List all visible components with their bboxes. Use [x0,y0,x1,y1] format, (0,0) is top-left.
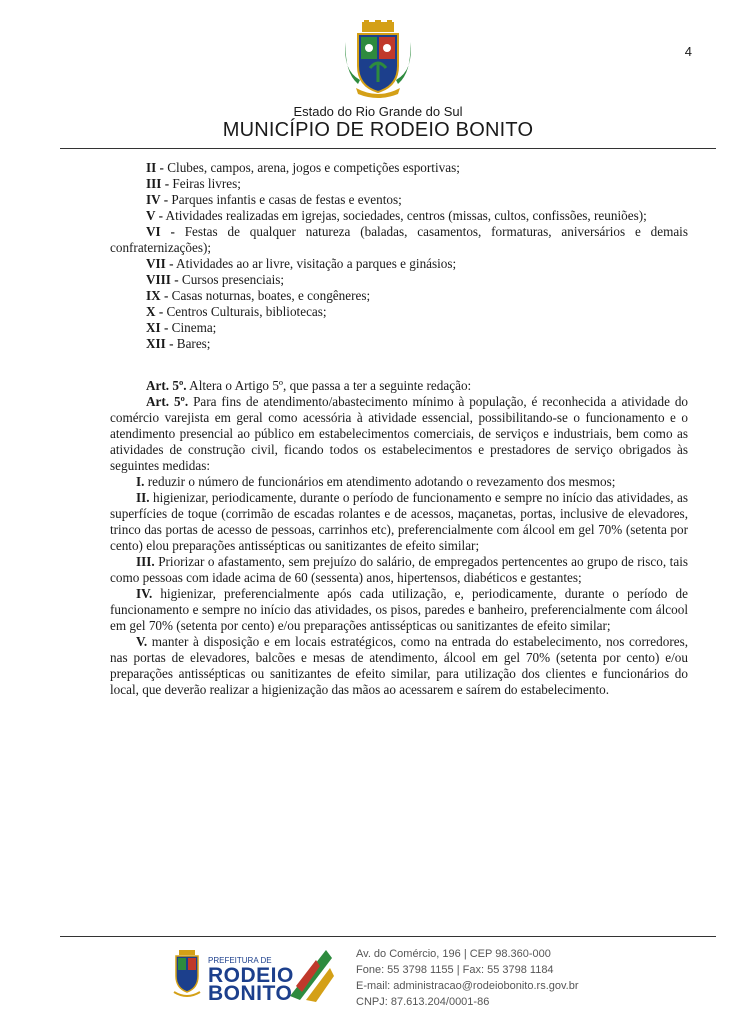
municipal-crest-icon [340,20,416,100]
footer-divider [60,936,716,937]
inciso-number: XII - [146,336,174,351]
article-item-number: V. [136,634,148,649]
page-number: 4 [684,44,692,59]
article-items-list [110,474,688,698]
inciso-item [110,192,688,208]
inciso-text: Clubes, campos, arena, jogos e competições esportivas; [163,160,460,175]
inciso-text: Atividades realizadas em igrejas, sociedades, centros (missas, cultos, confissões, reuniões); [162,208,647,223]
inciso-item [110,224,688,256]
footer-logo [168,944,338,1004]
inciso-item [110,160,688,176]
inciso-text: Centros Culturais, bibliotecas; [163,304,327,319]
footer-email: E-mail: administracao@rodeiobonito.rs.gov.br [356,980,579,992]
article-item-text: Priorizar o afastamento, sem prejuízo do salário, de empregados pertencentes ao grupo de risco, tais como pessoas com idade acima de 60 (sessenta) anos, hipertensos, diabéticos e gestantes; [110,554,688,585]
article-item-number: I. [136,474,145,489]
footer-cnpj: CNPJ: 87.613.204/0001-86 [356,996,490,1008]
incisos-list [110,160,688,352]
article-body-label: Art. 5º. [146,394,189,409]
footer-logo-line1: RODEIO [208,964,294,987]
article-heading-label: Art. 5º. [146,378,187,393]
inciso-text: Feiras livres; [169,176,241,191]
article-body-text: Para fins de atendimento/abastecimento mínimo à população, é reconhecida a atividade do comércio varejista em geral como acessória à atividade essencial, possibilitando-se o funcionamento e o atendimento presencial ao público em estabelecimentos comerciais, de serviços e industriais, bem como as atividades de construção civil, ficando todos os estabelecimentos e prestadores de serviço obrigados às seguintes medidas: [110,394,689,473]
footer-logo-caption: PREFEITURA DE [208,956,272,965]
inciso-text: Cinema; [168,320,217,335]
inciso-number: IV - [146,192,169,207]
inciso-item [110,288,688,304]
article-item [110,474,688,490]
inciso-text: Cursos presenciais; [178,272,285,287]
inciso-number: V - [146,208,163,223]
inciso-number: VII - [146,256,174,271]
article-body [110,394,688,474]
article-item [110,554,688,586]
article-item-text: higienizar, periodicamente, durante o período de funcionamento e sempre no início das atividades, as superfícies de toque (corrimão de escadas rolantes e de acessos, maçanetas, portas, inclusive de elevadores, trinco das portas de acesso de pessoas, carrinhos etc), preferencialmente com álcool em gel 70% (setenta por cento) elou preparações antissépticas ou sanitizantes de efeito similar; [110,490,688,553]
inciso-number: VI - [146,224,175,239]
article-item-text: reduzir o número de funcionários em atendimento adotando o revezamento dos mesmos; [144,474,616,489]
document-body [110,160,688,698]
article-item-number: II. [136,490,150,505]
state-name: Estado do Rio Grande do Sul [293,104,463,119]
article-item-number: IV. [136,586,153,601]
inciso-item [110,336,688,352]
section-gap [110,352,688,378]
inciso-text: Bares; [173,336,211,351]
municipality-title: MUNICÍPIO DE RODEIO BONITO [222,119,534,141]
article-item [110,634,688,698]
inciso-number: X - [146,304,164,319]
inciso-item [110,320,688,336]
article-item-number: III. [136,554,155,569]
inciso-item [110,304,688,320]
inciso-item [110,272,688,288]
footer-crest-icon [170,950,204,1000]
article-item-text: higienizar, preferencialmente após cada utilização, e, periodicamente, durante o período de funcionamento e sempre no início das atividades, os pisos, paredes e banheiro, preferencialmente com álcool em gel 70% (setenta por cento) e/ou preparações antissépticas ou sanitizantes de efeito similar; [110,586,688,633]
inciso-item [110,208,688,224]
inciso-number: IX - [146,288,169,303]
inciso-number: II - [146,160,164,175]
article-item-text: manter à disposição e em locais estratégicos, como na entrada do estabelecimento, nos corredores, nas portas de elevadores, balcões e mesas de atendimento, álcool em gel 70% (setenta por cento) e/ou preparações antissépticas ou sanitizantes de efeito similar, para utilização dos clientes e funcionários do local, que deverão realizar a higienização das mãos ao acessarem e saírem do estabelecimento. [110,634,688,697]
inciso-number: VIII - [146,272,179,287]
header-divider [60,148,716,149]
footer-contact [356,946,579,1010]
inciso-item [110,256,688,272]
article-item [110,586,688,634]
inciso-number: III - [146,176,170,191]
article-heading [110,378,688,394]
inciso-text: Atividades ao ar livre, visitação a parques e ginásios; [173,256,457,271]
footer-address: Av. do Comércio, 196 | CEP 98.360-000 [356,948,551,960]
footer-logo-line2: BONITO [208,982,293,1005]
inciso-text: Casas noturnas, boates, e congêneres; [168,288,371,303]
article-heading-text: Altera o Artigo 5º, que passa a ter a seguinte redação: [186,378,472,393]
article-item [110,490,688,554]
footer-phone: Fone: 55 3798 1155 | Fax: 55 3798 1184 [356,964,554,976]
inciso-number: XI - [146,320,169,335]
inciso-item [110,176,688,192]
inciso-text: Festas de qualquer natureza (baladas, casamentos, formaturas, aniversários e demais confraternizações); [110,224,688,255]
inciso-text: Parques infantis e casas de festas e eventos; [168,192,402,207]
